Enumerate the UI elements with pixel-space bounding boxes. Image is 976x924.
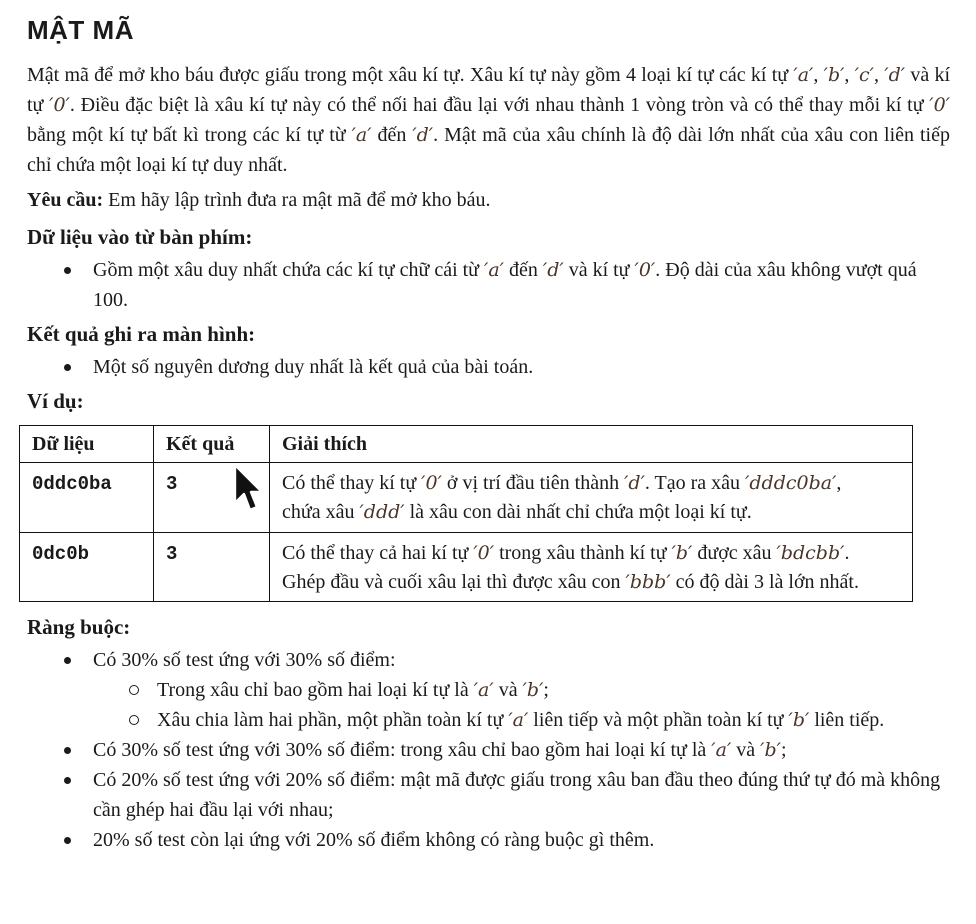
section-heading-constraints: Ràng buộc: (27, 615, 131, 639)
cell-result-value: 3 (154, 533, 270, 602)
list-item-input: Gồm một xâu duy nhất chứa các kí tự chữ cái từ ′a′ đến ′d′ và kí tự ′0′. Độ dài của xâu không vượt quá 100. (27, 255, 950, 315)
table-row (20, 463, 913, 533)
cell-explanation (270, 533, 913, 602)
example-table (19, 425, 913, 602)
constraint-subitem: Xâu chia làm hai phần, một phần toàn kí tự ′a′ liên tiếp và một phần toàn kí tự ′b′ liên tiếp. (27, 705, 950, 735)
table-row (20, 533, 913, 602)
section-heading-example: Ví dụ: (27, 389, 84, 413)
explanation-line: Ghép đầu và cuối xâu lại thì được xâu con ′bbb′ có độ dài 3 là lớn nhất. (282, 571, 859, 593)
constraint-item: Có 30% số test ứng với 30% số điểm: (27, 645, 950, 675)
explanation-line: Có thể thay kí tự ′0′ ở vị trí đầu tiên thành ′d′. Tạo ra xâu ′dddc0ba′, (282, 472, 842, 494)
list-item-output: Một số nguyên dương duy nhất là kết quả của bài toán. (27, 352, 950, 382)
cell-explanation (270, 463, 913, 533)
section-heading-input: Dữ liệu vào từ bàn phím: (27, 225, 253, 249)
cell-result-value: 3 (154, 463, 270, 533)
column-header-result: Kết quả (154, 426, 270, 463)
column-header-input: Dữ liệu (20, 426, 154, 463)
explanation-line: chứa xâu ′ddd′ là xâu con dài nhất chỉ chứa một loại kí tự. (282, 501, 752, 523)
requirement-text: Em hãy lập trình đưa ra mật mã để mở kho báu. (103, 189, 491, 211)
explanation-line: Có thể thay cả hai kí tự ′0′ trong xâu thành kí tự ′b′ được xâu ′bdcbb′. (282, 542, 850, 564)
requirement-label: Yêu cầu: (27, 189, 104, 211)
table-header-row (20, 426, 913, 463)
constraint-item: 20% số test còn lại ứng với 20% số điểm không có ràng buộc gì thêm. (27, 825, 950, 855)
cell-input-value: 0ddc0ba (20, 463, 154, 533)
document-body (27, 12, 950, 855)
intro-paragraph: Mật mã để mở kho báu được giấu trong một xâu kí tự. Xâu kí tự này gồm 4 loại kí tự các kí tự ′a′, ′b′, ′c′, ′d′ và kí tự ′0′. Điều đặc biệt là xâu kí tự này có thể nối hai đầu lại với nhau thành 1 vòng tròn và có thể thay mỗi kí tự ′0′ bằng một kí tự bất kì trong các kí tự từ ′a′ đến ′d′. Mật mã của xâu chính là độ dài lớn nhất của xâu con liên tiếp chỉ chứa một loại kí tự duy nhất. (27, 64, 951, 176)
cell-input-value: 0dc0b (20, 533, 154, 602)
page-title: MẬT MÃ (27, 15, 134, 45)
section-heading-output: Kết quả ghi ra màn hình: (27, 322, 256, 346)
constraint-item: Có 20% số test ứng với 20% số điểm: mật mã được giấu trong xâu ban đầu theo đúng thứ tự đó mà không cần ghép hai đầu lại với nhau; (27, 765, 950, 825)
column-header-explanation: Giải thích (270, 426, 913, 463)
constraint-item: Có 30% số test ứng với 30% số điểm: trong xâu chỉ bao gồm hai loại kí tự là ′a′ và ′b′; (27, 735, 950, 765)
requirement-line (27, 185, 950, 215)
constraint-subitem: Trong xâu chỉ bao gồm hai loại kí tự là ′a′ và ′b′; (27, 675, 950, 705)
